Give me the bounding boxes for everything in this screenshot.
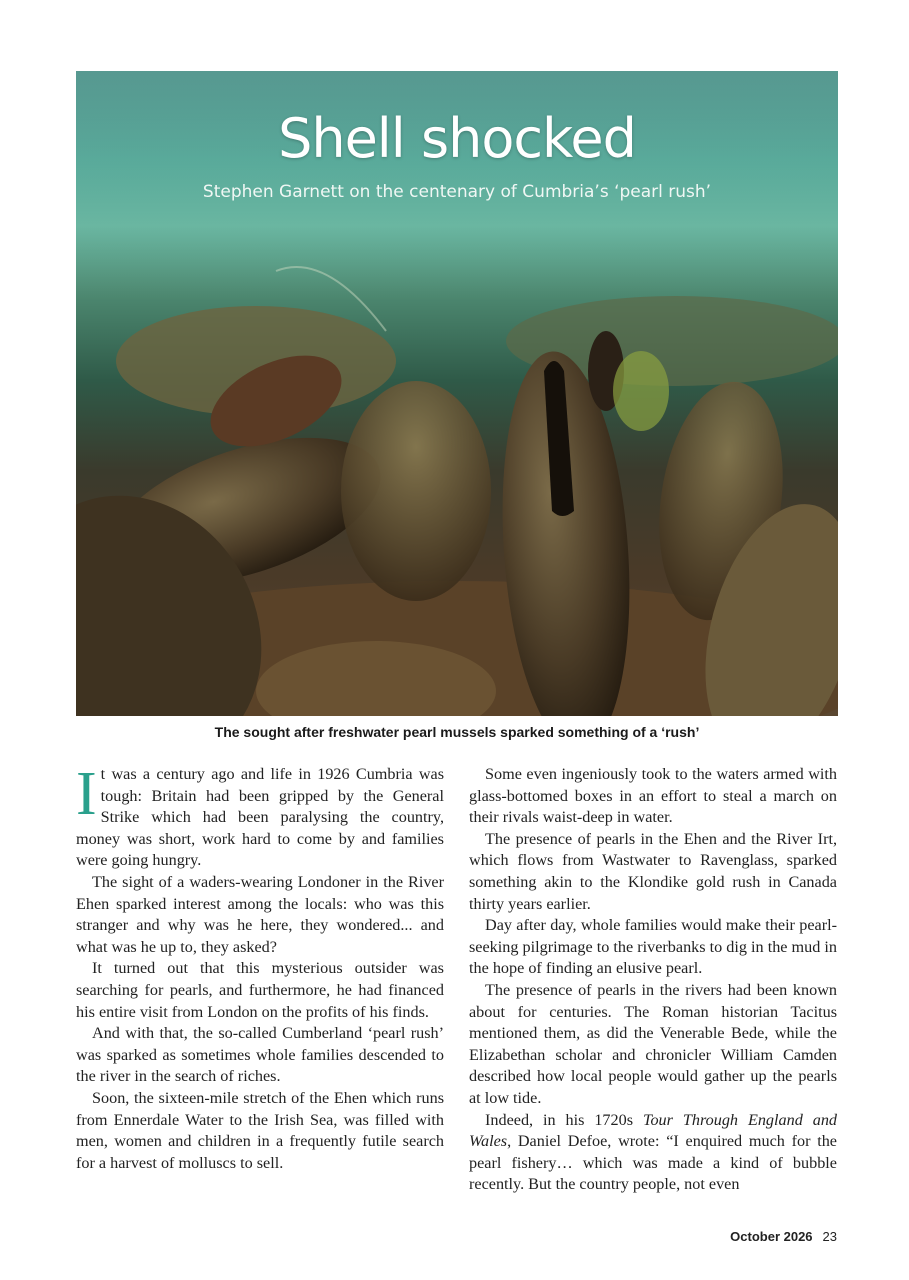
- paragraph: It turned out that this mysterious outsider was searching for pearls, and furthermore, he had financed his entire visit from London on the profits of his finds.: [76, 959, 444, 1021]
- paragraph: Indeed, in his 1720s Tour Through England and Wales, Daniel Defoe, wrote: “I enquired much for the pearl fishery… which was made a kind of bubble recently. But the country people, not even: [469, 1110, 838, 1194]
- paragraph: Day after day, whole families would make their pearl-seeking pilgrimage to the riverbanks to dig in the mud in the hope of finding an elusive pearl.: [469, 916, 837, 978]
- page-footer: [730, 1229, 837, 1244]
- article-title: Shell shocked: [278, 107, 636, 170]
- issue-date: October 2026: [730, 1229, 813, 1244]
- paragraph: It was a century ago and life in 1926 Cumbria was tough: Britain had been gripped by the General Strike which had been paralysing the country, money was short, work hard to come by and families were going hungry.: [76, 760, 444, 870]
- hero-photo: [76, 71, 838, 716]
- paragraph: The sight of a waders-wearing Londoner in the River Ehen sparked interest among the locals: who was this stranger and why was he here, they wondered... and what was he up to, they asked?: [76, 872, 444, 956]
- drop-cap: I: [76, 760, 97, 828]
- article-subtitle: Stephen Garnett on the centenary of Cumbria’s ‘pearl rush’: [202, 182, 712, 202]
- paragraph: The presence of pearls in the rivers had been known about for centuries. The Roman historian Tacitus mentioned them, as did the Venerable Bede, while the Elizabethan scholar and chronicler William Camden described how local people would gather up the pearls at low tide.: [469, 980, 837, 1107]
- book-title: Tour Through England and Wales: [469, 1110, 838, 1151]
- paragraph: Some even ingeniously took to the waters armed with glass-bottomed boxes in an effort to steal a march on their rivals waist-deep in water.: [469, 765, 837, 827]
- paragraph: The presence of pearls in the Ehen and the River Irt, which flows from Wastwater to Ravenglass, sparked something akin to the Klondike gold rush in Canada thirty years earlier.: [469, 829, 837, 913]
- article-column-left: [76, 760, 444, 1174]
- paragraph: And with that, the so-called Cumberland ‘pearl rush’ was sparked as sometimes whole families descended to the river in the search of riches.: [76, 1024, 444, 1086]
- photo-caption: The sought after freshwater pearl mussels sparked something of a ‘rush’: [214, 724, 700, 740]
- article-column-right: [469, 764, 837, 1196]
- page-number: 23: [822, 1229, 837, 1244]
- paragraph: Soon, the sixteen-mile stretch of the Ehen which runs from Ennerdale Water to the Irish Sea, was filled with men, women and children in a frequently futile search for a harvest of molluscs to sell.: [76, 1088, 444, 1172]
